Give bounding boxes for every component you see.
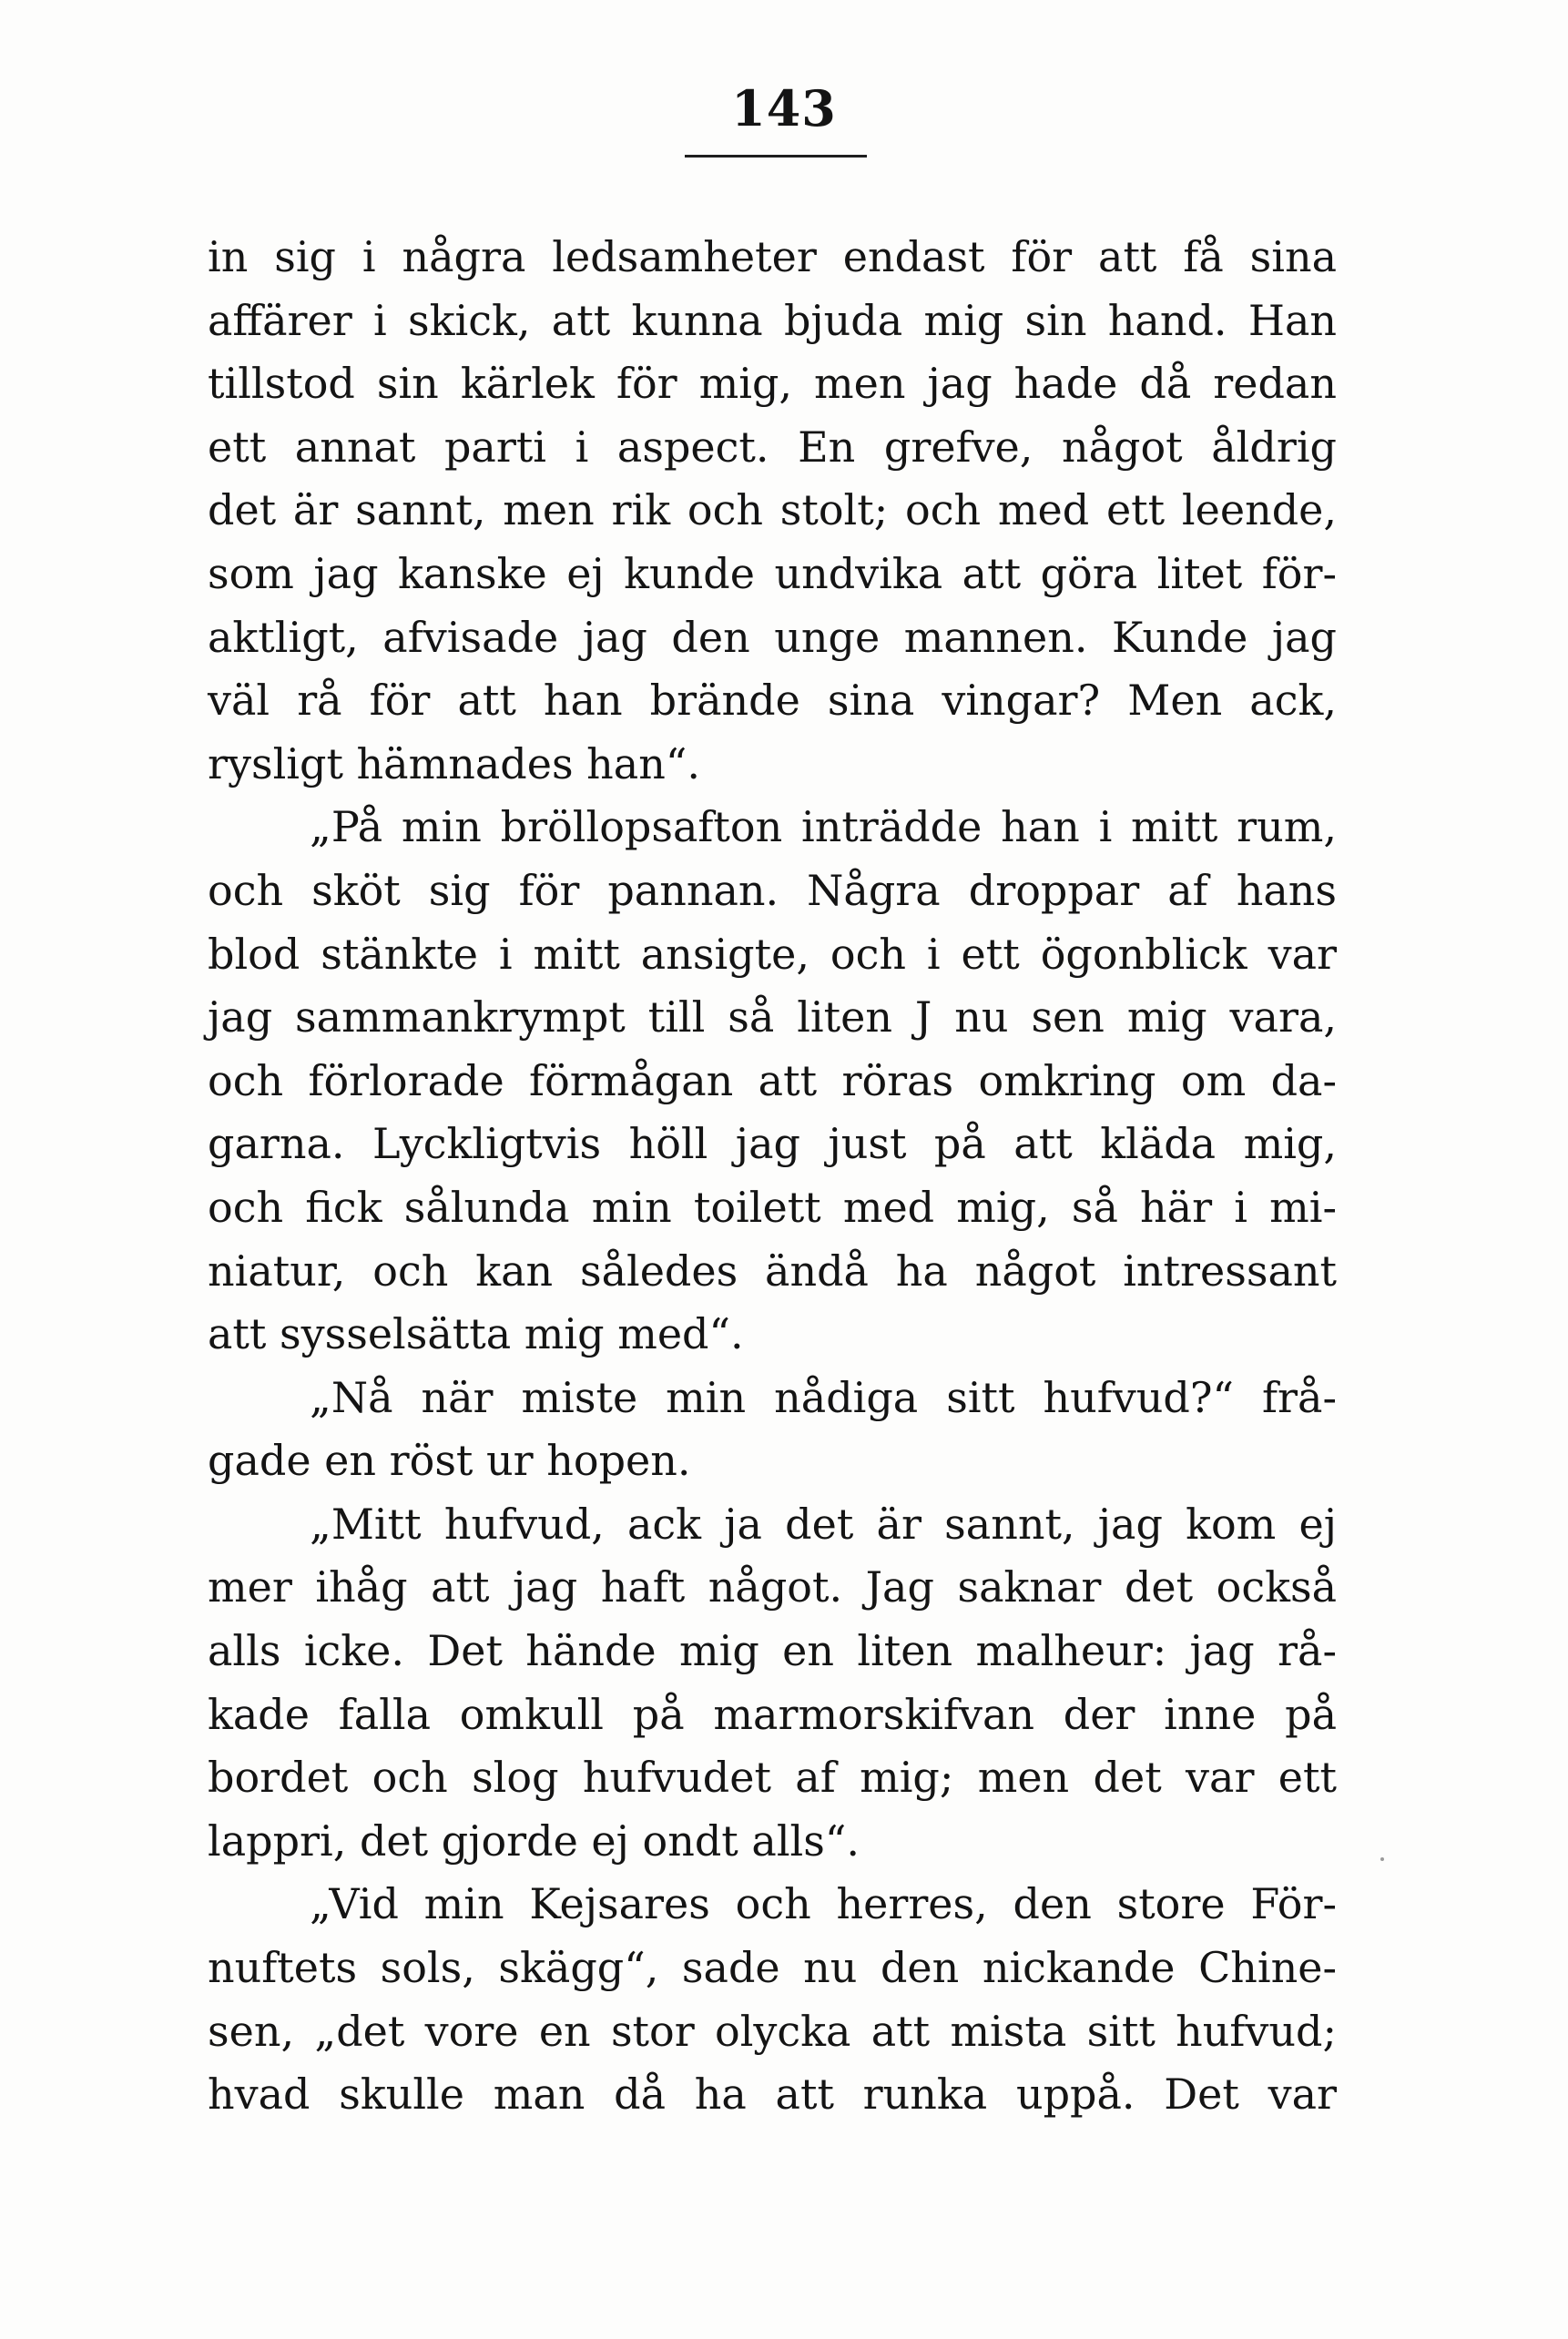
text-line: lappri, det gjorde ej ondt alls“. <box>208 1815 860 1866</box>
text-line: alls icke. Det hände mig en liten malheur: jag rå- <box>208 1626 1337 1676</box>
text-line: mer ihåg att jag haft något. Jag saknar det också <box>208 1562 1337 1612</box>
body-text <box>208 226 1337 2127</box>
text-line: gade en röst ur hopen. <box>208 1436 691 1486</box>
text-line: jag sammankrympt till så liten J nu sen mig vara, <box>208 992 1337 1042</box>
text-line: „Nå när miste min nådiga sitt hufvud?“ frå- <box>310 1372 1337 1422</box>
text-line: det är sannt, men rik och stolt; och med ett leende, <box>208 485 1337 535</box>
text-line: garna. Lyckligtvis höll jag just på att kläda mig, <box>208 1119 1337 1169</box>
text-line: niatur, och kan således ändå ha något intressant <box>208 1246 1337 1296</box>
text-line: kade falla omkull på marmorskifvan der inne på <box>208 1689 1337 1739</box>
print-speck <box>1380 1857 1384 1861</box>
text-line: och fick sålunda min toilett med mig, så här i mi- <box>208 1182 1337 1232</box>
text-line: „Mitt hufvud, ack ja det är sannt, jag kom ej <box>310 1499 1337 1549</box>
text-line: „Vid min Kejsares och herres, den store För- <box>310 1879 1337 1929</box>
text-line: och sköt sig för pannan. Några droppar af hans <box>208 865 1337 915</box>
text-line: väl rå för att han brände sina vingar? Men ack, <box>208 676 1337 726</box>
header-rule <box>685 155 867 158</box>
text-line: blod stänkte i mitt ansigte, och i ett ögonblick var <box>208 929 1337 979</box>
text-line: ett annat parti i aspect. En grefve, något åldrig <box>208 422 1337 472</box>
text-line: rysligt hämnades han“. <box>208 738 700 788</box>
text-line: hvad skulle man då ha att runka uppå. Det var <box>208 2070 1337 2120</box>
text-line: att sysselsätta mig med“. <box>208 1309 744 1359</box>
text-line: tillstod sin kärlek för mig, men jag hade då redan <box>208 359 1337 409</box>
text-line: nuftets sols, skägg“, sade nu den nickande Chine- <box>208 1943 1337 1993</box>
text-line: affärer i skick, att kunna bjuda mig sin hand. Han <box>208 295 1337 345</box>
text-line: och förlorade förmågan att röras omkring om da- <box>208 1055 1337 1105</box>
text-line: aktligt, afvisade jag den unge mannen. Kunde jag <box>208 612 1337 662</box>
text-line: som jag kanske ej kunde undvika att göra litet för- <box>208 548 1337 598</box>
text-line: „På min bröllopsafton inträdde han i mitt rum, <box>310 802 1337 852</box>
text-line: sen, „det vore en stor olycka att mista sitt hufvud; <box>208 2006 1337 2056</box>
text-line: bordet och slog hufvudet af mig; men det var ett <box>208 1753 1337 1803</box>
page-number: 143 <box>731 79 837 137</box>
text-line: in sig i några ledsamheter endast för att få sina <box>208 232 1337 281</box>
